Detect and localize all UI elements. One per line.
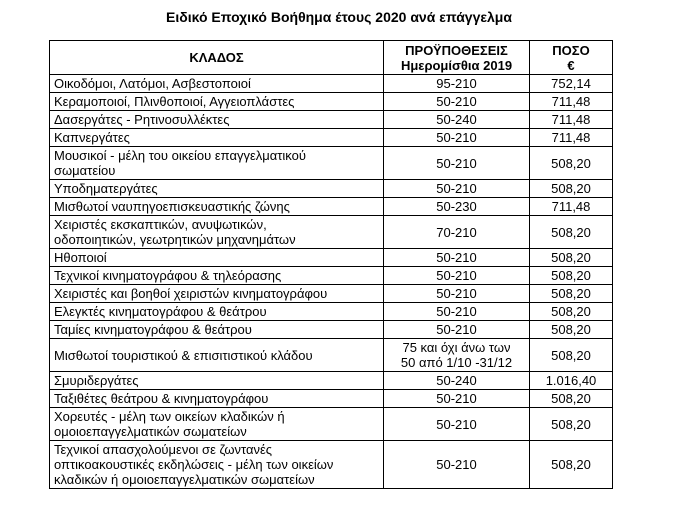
header-amount-line-1: ΠΟΣΟ [552,42,590,58]
amount-cell: 711,48 [530,198,613,216]
amount-cell: 508,20 [530,216,613,249]
table-row [50,303,613,321]
table-row [50,339,613,372]
header-requirements [384,41,530,75]
amount-cell: 752,14 [530,75,613,93]
requirements-cell [384,111,530,129]
header-amount-line-2: € [567,57,575,73]
requirements-cell [384,180,530,198]
header-requirements-line-2: Ημερομίσθια 2019 [400,57,513,73]
requirements-cell-line: 50-210 [436,286,477,301]
requirements-cell-line: 50-210 [436,416,477,432]
table-row [50,75,613,93]
trade-cell-line: ομοιοεπαγγελματικών σωματείων [54,424,247,439]
trade-cell-line: οπτικοακουστικές εκδηλώσεις - μέλη των οικείων [54,457,334,472]
header-amount [530,41,613,75]
requirements-cell-line: 50-210 [436,155,477,171]
trade-cell [50,75,384,93]
trade-cell [50,441,384,489]
trade-cell-line: Ηθοποιοί [54,250,107,265]
amount-cell: 508,20 [530,303,613,321]
header-requirements-line-1: ΠΡΟΫΠΟΘΕΣΕΙΣ [405,42,508,58]
trade-cell [50,321,384,339]
trade-cell [50,267,384,285]
trade-cell [50,390,384,408]
requirements-cell [384,147,530,180]
requirements-cell [384,249,530,267]
requirements-cell [384,441,530,489]
amount-cell: 508,20 [530,180,613,198]
trade-cell-line: Ταμίες κινηματογράφου & θεάτρου [54,322,252,337]
amount-cell: 508,20 [530,441,613,489]
requirements-cell-line: 50-210 [436,181,477,196]
trade-cell-line: σωματείου [54,163,116,178]
table-row [50,216,613,249]
trade-cell-line: Σμυριδεργάτες [54,373,139,388]
trade-cell-line: Μισθωτοί τουριστικού & επισιτιστικού κλάδου [54,347,313,363]
requirements-cell-line: 50-210 [436,130,477,145]
requirements-cell-line: 50-210 [436,457,477,472]
requirements-cell [384,216,530,249]
trade-cell [50,180,384,198]
requirements-cell-line: 75 και όχι άνω των [402,340,511,355]
trade-cell-line: Ελεγκτές κινηματογράφου & θεάτρου [54,304,267,319]
trade-cell-line: Χειριστές εκσκαπτικών, ανυψωτικών, [54,217,267,232]
table-row [50,111,613,129]
trade-cell-line: Υποδηματεργάτες [54,181,158,196]
document-title: Ειδικό Εποχικό Βοήθημα έτους 2020 ανά επάγγελμα [166,9,512,25]
trade-cell [50,303,384,321]
requirements-cell [384,408,530,441]
trade-cell [50,408,384,441]
trade-cell [50,93,384,111]
amount-cell: 1.016,40 [530,372,613,390]
trade-cell [50,129,384,147]
table-row [50,147,613,180]
trade-cell-line: Μισθωτοί ναυπηγοεπισκευαστικής ζώνης [54,199,290,214]
table-row [50,441,613,489]
amount-cell: 508,20 [530,267,613,285]
requirements-cell-line: 50-210 [436,94,477,109]
trade-cell-line: Μουσικοί - μέλη του οικείου επαγγελματικού [54,148,306,163]
trade-cell-line: κλαδικών ή ομοιοεπαγγελματικών σωματείων [54,472,315,487]
trade-cell-line: οδοποιητικών, γεωτρητικών μηχανημάτων [54,232,296,247]
trade-cell [50,372,384,390]
requirements-cell-line: 50 από 1/10 -31/12 [400,355,513,370]
trade-cell-line: Τεχνικοί απασχολούμενοι σε ζωντανές [54,442,273,457]
requirements-cell [384,75,530,93]
requirements-cell-line: 50-230 [436,199,477,214]
amount-cell: 508,20 [530,249,613,267]
requirements-cell [384,303,530,321]
requirements-cell [384,339,530,372]
trade-cell [50,285,384,303]
requirements-cell [384,285,530,303]
requirements-cell [384,372,530,390]
amount-cell: 508,20 [530,321,613,339]
trade-cell-line: Καπνεργάτες [54,130,130,145]
requirements-cell-line: 70-210 [436,224,477,240]
amount-cell: 508,20 [530,408,613,441]
table-row [50,267,613,285]
header-row [50,41,613,75]
table-row [50,372,613,390]
trade-cell-line: Χορευτές - μέλη των οικείων κλαδικών ή [54,409,285,424]
requirements-cell [384,198,530,216]
requirements-cell-line: 50-210 [436,322,477,337]
amount-cell: 711,48 [530,129,613,147]
trade-cell-line: Οικοδόμοι, Λατόμοι, Ασβεστοποιοί [54,76,251,91]
table-row [50,93,613,111]
table-row [50,408,613,441]
requirements-cell-line: 95-210 [436,76,477,91]
requirements-cell [384,93,530,111]
trade-cell-line: Χειριστές και βοηθοί χειριστών κινηματογράφου [54,286,328,301]
amount-cell: 711,48 [530,111,613,129]
amount-cell: 508,20 [530,339,613,372]
table-row [50,285,613,303]
trade-cell-line: Δασεργάτες - Ρητινοσυλλέκτες [54,112,230,127]
table-row [50,180,613,198]
requirements-cell-line: 50-210 [436,250,477,265]
trade-cell-line: Ταξιθέτες θεάτρου & κινηματογράφου [54,391,269,406]
trade-cell [50,198,384,216]
table-row [50,249,613,267]
trade-cell-line: Κεραμοποιοί, Πλινθοποιοί, Αγγειοπλάστες [54,94,295,109]
trade-cell [50,339,384,372]
amount-cell: 508,20 [530,285,613,303]
table-body [50,75,613,489]
table-row [50,198,613,216]
trade-cell [50,216,384,249]
table-row [50,129,613,147]
requirements-cell-line: 50-210 [436,304,477,319]
seasonal-allowance-table [49,40,613,489]
header-trade: ΚΛΑΔΟΣ [50,41,384,75]
requirements-cell-line: 50-240 [436,112,477,127]
trade-cell-line: Τεχνικοί κινηματογράφου & τηλεόρασης [54,268,282,283]
amount-cell: 508,20 [530,147,613,180]
trade-cell [50,147,384,180]
table-row [50,390,613,408]
requirements-cell [384,390,530,408]
amount-cell: 508,20 [530,390,613,408]
requirements-cell-line: 50-210 [436,391,477,406]
requirements-cell-line: 50-210 [436,268,477,283]
trade-cell [50,249,384,267]
trade-cell [50,111,384,129]
requirements-cell-line: 50-240 [436,373,477,388]
requirements-cell [384,267,530,285]
table-row [50,321,613,339]
amount-cell: 711,48 [530,93,613,111]
requirements-cell [384,321,530,339]
requirements-cell [384,129,530,147]
